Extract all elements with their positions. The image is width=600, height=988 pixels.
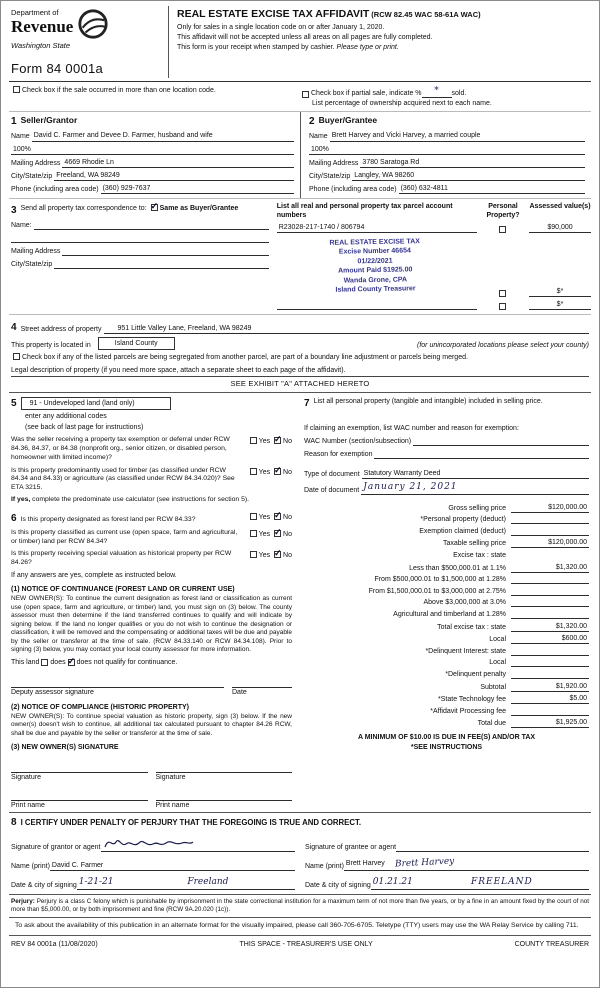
treasurer-stamp — [277, 236, 477, 297]
partial-sale-percent-field[interactable]: * — [422, 86, 452, 99]
personal-property-section — [304, 397, 589, 410]
seller-phone-label: Phone (including area code) — [11, 185, 99, 193]
perjury-text: Perjury is a class C felony which is punishable by imprisonment in the state correctional institution for a maximum term of not more than five years, or by a fine in an amount fixed by the court of not more than $5,000.00, or by both imprisonment and fine (RCW 9A.20.020 (1c)). — [11, 897, 589, 913]
partial-sale-label: Check box if partial sale, indicate % — [311, 90, 422, 98]
street-address-field[interactable]: 951 Little Valley Lane, Freeland, WA 98249 — [104, 324, 590, 334]
new-owner-signature-field-2[interactable] — [156, 764, 293, 773]
section8-number: 8 — [11, 817, 17, 829]
fin-label-15: Subtotal — [480, 683, 506, 691]
if-any-yes-note: If any answers are yes, complete as instructed below. — [11, 572, 177, 580]
seller-city-label: City/State/zip — [11, 172, 53, 180]
form-title-rcw: (RCW 82.45 WAC 58-61A WAC) — [371, 10, 481, 19]
s6q3-yes-checkbox[interactable] — [250, 551, 257, 558]
grantee-signature-label: Signature of grantee or agent — [305, 844, 397, 852]
date-of-document-field[interactable]: January 21, 2021 — [361, 482, 589, 495]
grantor-date-field[interactable]: 1-21-21 — [77, 877, 121, 890]
seller-name-field[interactable]: David C. Farmer and Devee D. Farmer, husband and wife — [32, 131, 294, 141]
buyer-grantee-block — [300, 112, 591, 197]
washington-state-label: Washington State — [11, 41, 71, 50]
seller-phone-field[interactable]: (360) 929-7637 — [101, 184, 294, 194]
forest-land-question: Is this property designated as forest land per RCW 84.33? — [20, 515, 196, 523]
correspondence-and-parcels — [9, 199, 591, 315]
land-use-code-field[interactable]: 91 - Undeveloped land (land only) — [21, 397, 171, 410]
parcel-assessed-field-2[interactable]: $* — [529, 287, 591, 297]
deputy-date-field[interactable] — [232, 679, 292, 688]
s6q1-no-checkbox[interactable] — [274, 513, 281, 520]
s5q2-yes-checkbox[interactable] — [250, 468, 257, 475]
exemption-claimed-field[interactable] — [511, 527, 589, 536]
grantee-city-field[interactable]: FREELAND — [415, 877, 589, 890]
notice1-body: NEW OWNER(S): To continue the current designation as forest land or classification as current use (open space, farm and agriculture, or timber) land, you must sign on (3) below. The county assessor must then determine if the land transferred continues to qualify and will indicate by signing below. If the land no longer qualifies or you do not wish to continue the designation or classification, it will be removed and the compensating or additional taxes will be due and payable by the seller or transferor at the time of sale. (RCW 84.33.140 or RCW 84.34.108). Prior to signing (3) below, you may contact your local county assessor for more information. — [11, 595, 292, 653]
revenue-wordmark: Revenue — [11, 16, 74, 36]
fin-label-18: Total due — [477, 720, 506, 728]
parties-section — [9, 112, 591, 198]
fin-label-14: *Delinquent penalty — [445, 670, 506, 678]
exemption-reason-label: Reason for exemption — [304, 450, 373, 458]
does-not-checkbox[interactable] — [68, 659, 75, 666]
buyer-name-label: Name — [309, 133, 328, 141]
codes-instructions-note: (see back of last page for instructions) — [25, 423, 144, 431]
print-name-label-2: Print name — [155, 802, 190, 810]
buyer-mailing-field[interactable]: 3780 Saratoga Rd — [360, 158, 585, 168]
footer-treasurer-space: THIS SPACE - TREASURER'S USE ONLY — [239, 940, 373, 948]
ownership-note: List percentage of ownership acquired next to each name. — [312, 100, 492, 108]
if-yes-bold: If yes, — [11, 495, 31, 503]
seller-city-field[interactable]: Freeland, WA 98249 — [54, 171, 294, 181]
grantor-name-print-field[interactable]: David C. Farmer — [50, 861, 295, 871]
gross-selling-price-field[interactable]: $120,000.00 — [511, 503, 589, 513]
perjury-notice — [9, 895, 591, 918]
section1-title: Seller/Grantor — [20, 115, 78, 126]
state-technology-fee-field[interactable]: $5.00 — [511, 694, 589, 704]
local-tax-field[interactable]: $600.00 — [511, 634, 589, 644]
right-column — [300, 397, 589, 811]
parcel-personal-checkbox-3[interactable] — [499, 303, 506, 310]
correspondence-name-field[interactable] — [34, 221, 269, 230]
date-of-document-label: Date of document — [304, 486, 360, 494]
segregated-label: Check box if any of the listed parcels are being segregated from another parcel, are part of a boundary line adjustment or parcels being merged. — [22, 353, 468, 361]
s6q1-no-label: No — [283, 513, 292, 521]
buyer-phone-label: Phone (including area code) — [309, 185, 397, 193]
same-as-buyer-checkbox[interactable] — [151, 204, 158, 211]
buyer-mailing-label: Mailing Address — [309, 159, 359, 167]
county-note: (for unincorporated locations please select your county) — [417, 341, 589, 349]
current-use-question: Is this property classified as current use (open space, farm and agricultural, or timber) land per RCW 84.34? — [11, 528, 238, 545]
deputy-assessor-label: Deputy assessor signature — [11, 689, 94, 697]
grantor-signature-field[interactable] — [101, 835, 295, 852]
stamp-line-1: REAL ESTATE EXCISE TAX — [329, 238, 420, 247]
grantee-date-field[interactable]: 01.21.21 — [371, 877, 415, 890]
s6q2-yes-label: Yes — [258, 530, 271, 538]
s5q2-no-checkbox[interactable] — [274, 468, 281, 475]
s6q1-yes-label: Yes — [258, 513, 271, 521]
total-due-field[interactable]: $1,925.00 — [511, 718, 589, 728]
left-column — [11, 397, 300, 811]
buyer-city-field[interactable]: Langley, WA 98260 — [352, 171, 585, 181]
footer-rev-number: REV 84 0001a (11/08/2020) — [11, 940, 98, 948]
notice2-body: NEW OWNER(S): To continue special valuation as historic property, sign (3) below. If the new owner(s) doesn't wish to continue, all additional tax calculated pursuant to chapter 84.26 RCW, shall be due and payable by the seller or transferor at the time of sale. — [11, 712, 292, 737]
form-subtitle-1: Only for sales in a single location code on or after January 1, 2020. — [177, 23, 385, 31]
buyer-name-field[interactable]: Brett Harvey and Vicki Harvey, a married couple — [330, 131, 585, 141]
s6q2-yes-checkbox[interactable] — [250, 530, 257, 537]
s5q2-yes-label: Yes — [258, 468, 271, 476]
type-of-document-label: Type of document — [304, 470, 360, 478]
parcel-row-2 — [277, 236, 591, 297]
s5q1-yes-checkbox[interactable] — [250, 437, 257, 444]
fin-label-5: Less than $500,000.01 at 1.1% — [409, 564, 506, 572]
grantor-name-print-label: Name (print) — [11, 862, 50, 870]
subtotal-field[interactable]: $1,920.00 — [511, 682, 589, 692]
grantor-city-field[interactable]: Freeland — [121, 877, 295, 890]
form-subtitle-3-italic: Please type or print. — [336, 43, 399, 51]
additional-codes-label: enter any additional codes — [25, 412, 107, 420]
s5q1-no-label: No — [283, 438, 292, 446]
correspondence-name-label: Name: — [11, 221, 32, 229]
buyer-phone-field[interactable]: (360) 632-4811 — [399, 184, 585, 194]
certify-statement: I CERTIFY UNDER PENALTY OF PERJURY THAT THE FOREGOING IS TRUE AND CORRECT. — [20, 818, 362, 828]
s6q2-no-label: No — [283, 530, 292, 538]
section6-number: 6 — [11, 512, 17, 524]
grantee-handwritten-signature: Brett Harvey — [394, 856, 455, 870]
parcel-assessed-field-3[interactable]: $* — [529, 300, 591, 310]
dept-of-label: Department of — [11, 8, 59, 17]
agricultural-tax-field[interactable] — [511, 610, 589, 619]
s6q3-no-checkbox[interactable] — [274, 551, 281, 558]
fin-label-4: Excise tax : state — [453, 551, 506, 559]
see-instructions-note: *SEE INSTRUCTIONS — [410, 744, 483, 752]
exemption-deferral-question: Was the seller receiving a property tax exemption or deferral under RCW 84.36, 84.37, or 84.38 (nonprofit org., senior citizen, or disabled person, homeowner with limited income)? — [11, 436, 230, 461]
fin-label-16: *State Technology fee — [438, 696, 506, 704]
accessibility-notice: To ask about the availability of this publication in an alternate format for the visually impaired, please call 360-705-6705. Teletype (TTY) users may use the WA Relay Service by calling 711. — [9, 918, 591, 936]
fin-label-17: *Affidavit Processing fee — [430, 707, 506, 715]
personal-property-label: List all personal property (tangible and intangible) included in selling price. — [313, 397, 543, 405]
delinquent-interest-local-field[interactable] — [511, 658, 589, 667]
middle-columns — [9, 393, 591, 814]
revenue-branding — [9, 6, 169, 78]
designation-section — [11, 512, 292, 810]
tier4-tax-field[interactable] — [511, 598, 589, 607]
s6q1-yes-checkbox[interactable] — [250, 513, 257, 520]
correspondence-city-field[interactable] — [54, 260, 268, 269]
perjury-bold: Perjury: — [11, 897, 35, 905]
minimum-due-note: A MINIMUM OF $10.00 IS DUE IN FEE(S) AND/OR TAX — [357, 734, 536, 742]
stamp-line-6: Island County Treasurer — [335, 285, 416, 295]
section5-number: 5 — [11, 397, 17, 409]
fin-label-1: *Personal property (deduct) — [420, 516, 506, 524]
fin-label-0: Gross selling price — [448, 504, 506, 512]
s6q3-no-label: No — [283, 552, 292, 560]
s6q3-yes-label: Yes — [258, 552, 271, 560]
grantee-signature-field[interactable] — [396, 843, 589, 852]
parcel-account-field-3[interactable] — [277, 301, 477, 310]
fin-label-3: Taxable selling price — [442, 540, 506, 548]
section3-number: 3 — [11, 204, 17, 216]
wac-number-field[interactable] — [413, 437, 589, 446]
section7-number: 7 — [304, 397, 310, 409]
parcel-account-field-1[interactable]: R23028-217-1740 / 806794 — [277, 223, 477, 233]
does-not-label: does not qualify for continuance. — [76, 659, 178, 667]
form-header — [9, 6, 591, 82]
parcel-col-accounts-header: List all real and personal property tax parcel account numbers — [276, 202, 453, 219]
print-name-label-1: Print name — [11, 802, 45, 810]
s5q1-yes-label: Yes — [258, 438, 271, 446]
personal-property-deduct-field[interactable] — [511, 515, 589, 524]
grantor-signature-label: Signature of grantor or agent — [11, 844, 101, 852]
total-excise-state-field[interactable]: $1,320.00 — [511, 622, 589, 632]
multi-location-label: Check box if the sale occurred in more than one location code. — [22, 86, 216, 94]
legal-description-label: Legal description of property (if you need more space, attach a separate sheet to each page of the affidavit). — [11, 366, 346, 374]
form-title-block — [169, 6, 485, 78]
affidavit-processing-fee-field[interactable] — [511, 707, 589, 716]
stamp-line-5: Wanda Grone, CPA — [343, 276, 407, 285]
new-owner-signature-field-1[interactable] — [11, 764, 148, 773]
section2-title: Buyer/Grantee — [318, 115, 378, 126]
grantee-date-city-label: Date & city of signing — [305, 881, 371, 889]
correspondence-extra-field[interactable] — [11, 234, 269, 243]
signature-label-2: Signature — [155, 774, 186, 782]
fin-label-10: Total excise tax : state — [437, 623, 506, 631]
notice2-title: (2) NOTICE OF COMPLIANCE (HISTORIC PROPERTY) — [11, 703, 189, 711]
signature-label-1: Signature — [11, 774, 41, 782]
parcel-row-1 — [277, 223, 591, 233]
fin-label-2: Exemption claimed (deduct) — [419, 527, 506, 535]
grantee-name-print-label: Name (print) — [305, 862, 344, 870]
buyer-city-label: City/State/zip — [309, 172, 351, 180]
s6q2-no-checkbox[interactable] — [274, 530, 281, 537]
grantor-date-city-label: Date & city of signing — [11, 881, 77, 889]
street-address-label: Street address of property — [20, 325, 102, 333]
partial-sale-checkbox[interactable] — [302, 91, 309, 98]
certification-section — [9, 813, 591, 894]
historic-property-question: Is this property receiving special valuation as historical property per RCW 84.26? — [11, 550, 232, 567]
type-of-document-field[interactable]: Statutory Warranty Deed — [362, 469, 589, 479]
does-label: does — [50, 659, 66, 667]
delinquent-interest-state-field[interactable] — [511, 647, 589, 656]
stamp-line-3: 01/22/2021 — [357, 257, 393, 266]
form-title: REAL ESTATE EXCISE TAX AFFIDAVIT — [177, 8, 370, 20]
form-subtitle-3: This form is your receipt when stamped by cashier. — [177, 43, 335, 51]
fin-label-6: From $500,000.01 to $1,500,000 at 1.28% — [374, 576, 506, 584]
county-selector[interactable]: Island County — [98, 337, 175, 350]
parcel-assessed-field-1[interactable]: $90,000 — [529, 223, 591, 233]
tax-correspondence-block — [9, 202, 277, 310]
form-number: Form 84 0001a — [11, 60, 104, 76]
notice1-title: (1) NOTICE OF CONTINUANCE (FOREST LAND OR CURRENT USE) — [11, 586, 235, 594]
correspondence-label: Send all property tax correspondence to: — [20, 204, 147, 212]
parcel-row-3 — [277, 300, 591, 310]
section4-number: 4 — [11, 321, 17, 333]
new-owner-print-field-1[interactable] — [11, 792, 148, 801]
footer-county-treasurer: COUNTY TREASURER — [514, 940, 589, 948]
parcel-personal-checkbox-2[interactable] — [499, 290, 506, 297]
this-land-label: This land — [11, 659, 40, 667]
buyer-percent-field[interactable]: 100% — [309, 145, 585, 155]
correspondence-mailing-field[interactable] — [62, 247, 268, 256]
located-in-label: This property is located in — [11, 341, 91, 349]
legal-description-field[interactable]: SEE EXHIBIT "A" ATTACHED HERETO — [11, 376, 589, 392]
timber-agriculture-question: Is this property predominantly used for timber (as classified under RCW 84.34 and 84.33) or agriculture (as classified under RCW 84.34.020)? See ETA 3215. — [11, 466, 235, 492]
multi-location-checkbox[interactable] — [13, 86, 20, 93]
parcel-table — [277, 202, 591, 310]
tier3-tax-field[interactable] — [511, 587, 589, 596]
form-footer — [9, 936, 591, 949]
document-block — [304, 469, 589, 495]
fin-label-13: Local — [489, 659, 506, 667]
tier1-tax-field[interactable]: $1,320.00 — [511, 563, 589, 573]
grantee-name-typed: Brett Harvey — [345, 860, 385, 868]
top-checkbox-row — [9, 82, 591, 113]
section2-number: 2 — [309, 116, 315, 128]
deputy-date-label: Date — [232, 689, 247, 697]
seller-percent-field[interactable]: 100% — [11, 145, 294, 155]
partial-sale-label-suffix: sold. — [451, 90, 467, 98]
wac-number-label: WAC Number (section/subsection) — [304, 437, 412, 445]
grantee-name-print-field[interactable] — [344, 858, 589, 871]
seller-mailing-label: Mailing Address — [11, 159, 61, 167]
deputy-assessor-signature-field[interactable] — [11, 679, 224, 688]
if-yes-note: complete the predominate use calculator (see instructions for section 5). — [32, 495, 250, 503]
taxable-selling-price-field[interactable]: $120,000.00 — [511, 538, 589, 548]
form-subtitle-2: This affidavit will not be accepted unless all areas on all pages are fully completed. — [177, 33, 433, 41]
s5q1-no-checkbox[interactable] — [274, 437, 281, 444]
fin-label-11: Local — [489, 636, 506, 644]
parcel-col-personal-header: Personal Property? — [486, 202, 520, 219]
parcel-col-assessed-header: Assessed value(s) — [529, 202, 591, 210]
same-as-buyer-label: Same as Buyer/Grantee — [159, 204, 239, 212]
exemption-claim-label: If claiming an exemption, list WAC number and reason for exemption: — [304, 424, 519, 432]
segregated-checkbox[interactable] — [13, 353, 20, 360]
financial-block — [304, 503, 589, 753]
seller-mailing-field[interactable]: 4669 Rhodie Ln — [62, 158, 294, 168]
stamp-line-2: Excise Number 46654 — [338, 247, 411, 257]
fin-label-9: Agricultural and timberland at 1.28% — [393, 610, 506, 618]
correspondence-city-label: City/State/zip — [11, 260, 53, 268]
exemption-reason-field[interactable] — [374, 450, 589, 459]
seller-grantor-block — [9, 112, 300, 197]
property-location-section — [9, 315, 591, 393]
section1-number: 1 — [11, 116, 17, 128]
does-checkbox[interactable] — [41, 659, 48, 666]
correspondence-mailing-label: Mailing Address — [11, 247, 61, 255]
seller-name-label: Name — [11, 133, 30, 141]
stamp-line-4: Amount Paid $1925.00 — [337, 266, 413, 276]
s5q2-no-label: No — [283, 468, 292, 476]
use-code-section — [11, 397, 292, 505]
fin-label-8: Above $3,000,000 at 3.0% — [423, 599, 506, 607]
fin-label-12: *Delinquent Interest: state — [425, 647, 506, 655]
tier2-tax-field[interactable] — [511, 575, 589, 584]
revenue-logo-icon — [77, 8, 109, 40]
parcel-personal-checkbox-1[interactable] — [499, 226, 506, 233]
notice3-title: (3) NEW OWNER(S) SIGNATURE — [11, 743, 119, 751]
delinquent-penalty-field[interactable] — [511, 670, 589, 679]
new-owner-print-field-2[interactable] — [156, 792, 293, 801]
grantor-signature-scribble — [103, 835, 195, 850]
fin-label-7: From $1,500,000.01 to $3,000,000 at 2.75% — [368, 587, 506, 595]
